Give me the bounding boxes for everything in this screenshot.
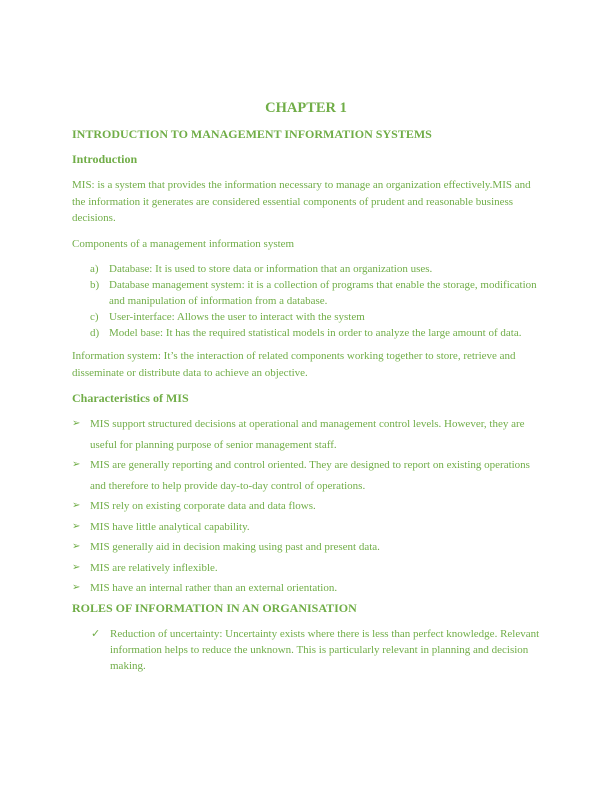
chapter-title: INTRODUCTION TO MANAGEMENT INFORMATION SYSTEMS xyxy=(72,127,432,141)
chapter-heading: CHAPTER 1 xyxy=(265,100,347,116)
list-marker: c) xyxy=(90,311,99,323)
list-item-text: User-interface: Allows the user to interact with the system xyxy=(109,311,365,323)
list-item xyxy=(72,261,540,277)
list-item-text: Model base: It has the required statistical models in order to analyze the large amount of data. xyxy=(109,327,522,339)
list-item-text: Database management system: it is a collection of programs that enable the storage, modification and manipulation of information from a database. xyxy=(109,279,537,307)
list-item xyxy=(72,325,540,341)
components-list xyxy=(72,261,540,341)
mis-definition-paragraph: MIS: is a system that provides the information necessary to manage an organization effectively.MIS and the information it generates are considered essential components of prudent and reasonable business decisions. xyxy=(72,179,531,224)
list-item xyxy=(72,626,540,674)
list-item xyxy=(72,558,540,579)
arrow-bullet-icon: ➢ xyxy=(72,418,81,429)
list-item xyxy=(72,496,540,517)
arrow-bullet-icon: ➢ xyxy=(72,459,81,470)
roles-list xyxy=(72,626,540,674)
list-item-text: Database: It is used to store data or information that an organization uses. xyxy=(109,263,433,275)
list-item xyxy=(72,309,540,325)
components-heading: Components of a management information system xyxy=(72,237,295,250)
information-system-paragraph: Information system: It’s the interaction of related components working together to store, retrieve and disseminate or distribute data to achieve an objective. xyxy=(72,350,516,379)
list-marker: d) xyxy=(90,327,100,339)
list-item xyxy=(72,517,540,538)
characteristics-heading: Characteristics of MIS xyxy=(72,391,189,405)
list-item xyxy=(72,277,540,309)
arrow-bullet-icon: ➢ xyxy=(72,582,81,593)
list-item-text: Reduction of uncertainty: Uncertainty exists where there is less than perfect knowledge. Relevant information helps to reduce the unknown. This is particularly relevant in planning and decision making. xyxy=(110,627,540,672)
list-item-text: MIS generally aid in decision making using past and present data. xyxy=(90,541,380,553)
list-item-text: MIS are generally reporting and control oriented. They are designed to report on existing operations and therefore to help provide day-to-day control of operations. xyxy=(90,459,530,492)
document-page xyxy=(72,100,540,674)
list-item-text: MIS support structured decisions at operational and management control levels. However, they are useful for planning purpose of senior management staff. xyxy=(90,418,525,451)
arrow-bullet-icon: ➢ xyxy=(72,561,81,573)
list-item xyxy=(72,578,540,599)
list-item xyxy=(72,455,540,496)
list-item-text: MIS have an internal rather than an external orientation. xyxy=(90,582,338,594)
list-item xyxy=(72,414,540,455)
arrow-bullet-icon: ➢ xyxy=(72,541,81,552)
checkmark-icon: ✓ xyxy=(91,627,101,640)
list-item-text: MIS are relatively inflexible. xyxy=(90,561,218,574)
list-item-text: MIS have little analytical capability. xyxy=(90,520,250,533)
arrow-bullet-icon: ➢ xyxy=(72,520,81,532)
list-item-text: MIS rely on existing corporate data and data flows. xyxy=(90,500,316,512)
list-item xyxy=(72,537,540,558)
list-marker: a) xyxy=(90,263,99,275)
introduction-heading: Introduction xyxy=(72,152,138,166)
roles-heading: ROLES OF INFORMATION IN AN ORGANISATION xyxy=(72,600,357,615)
characteristics-list xyxy=(72,414,540,599)
arrow-bullet-icon: ➢ xyxy=(72,500,81,511)
list-marker: b) xyxy=(90,279,100,291)
